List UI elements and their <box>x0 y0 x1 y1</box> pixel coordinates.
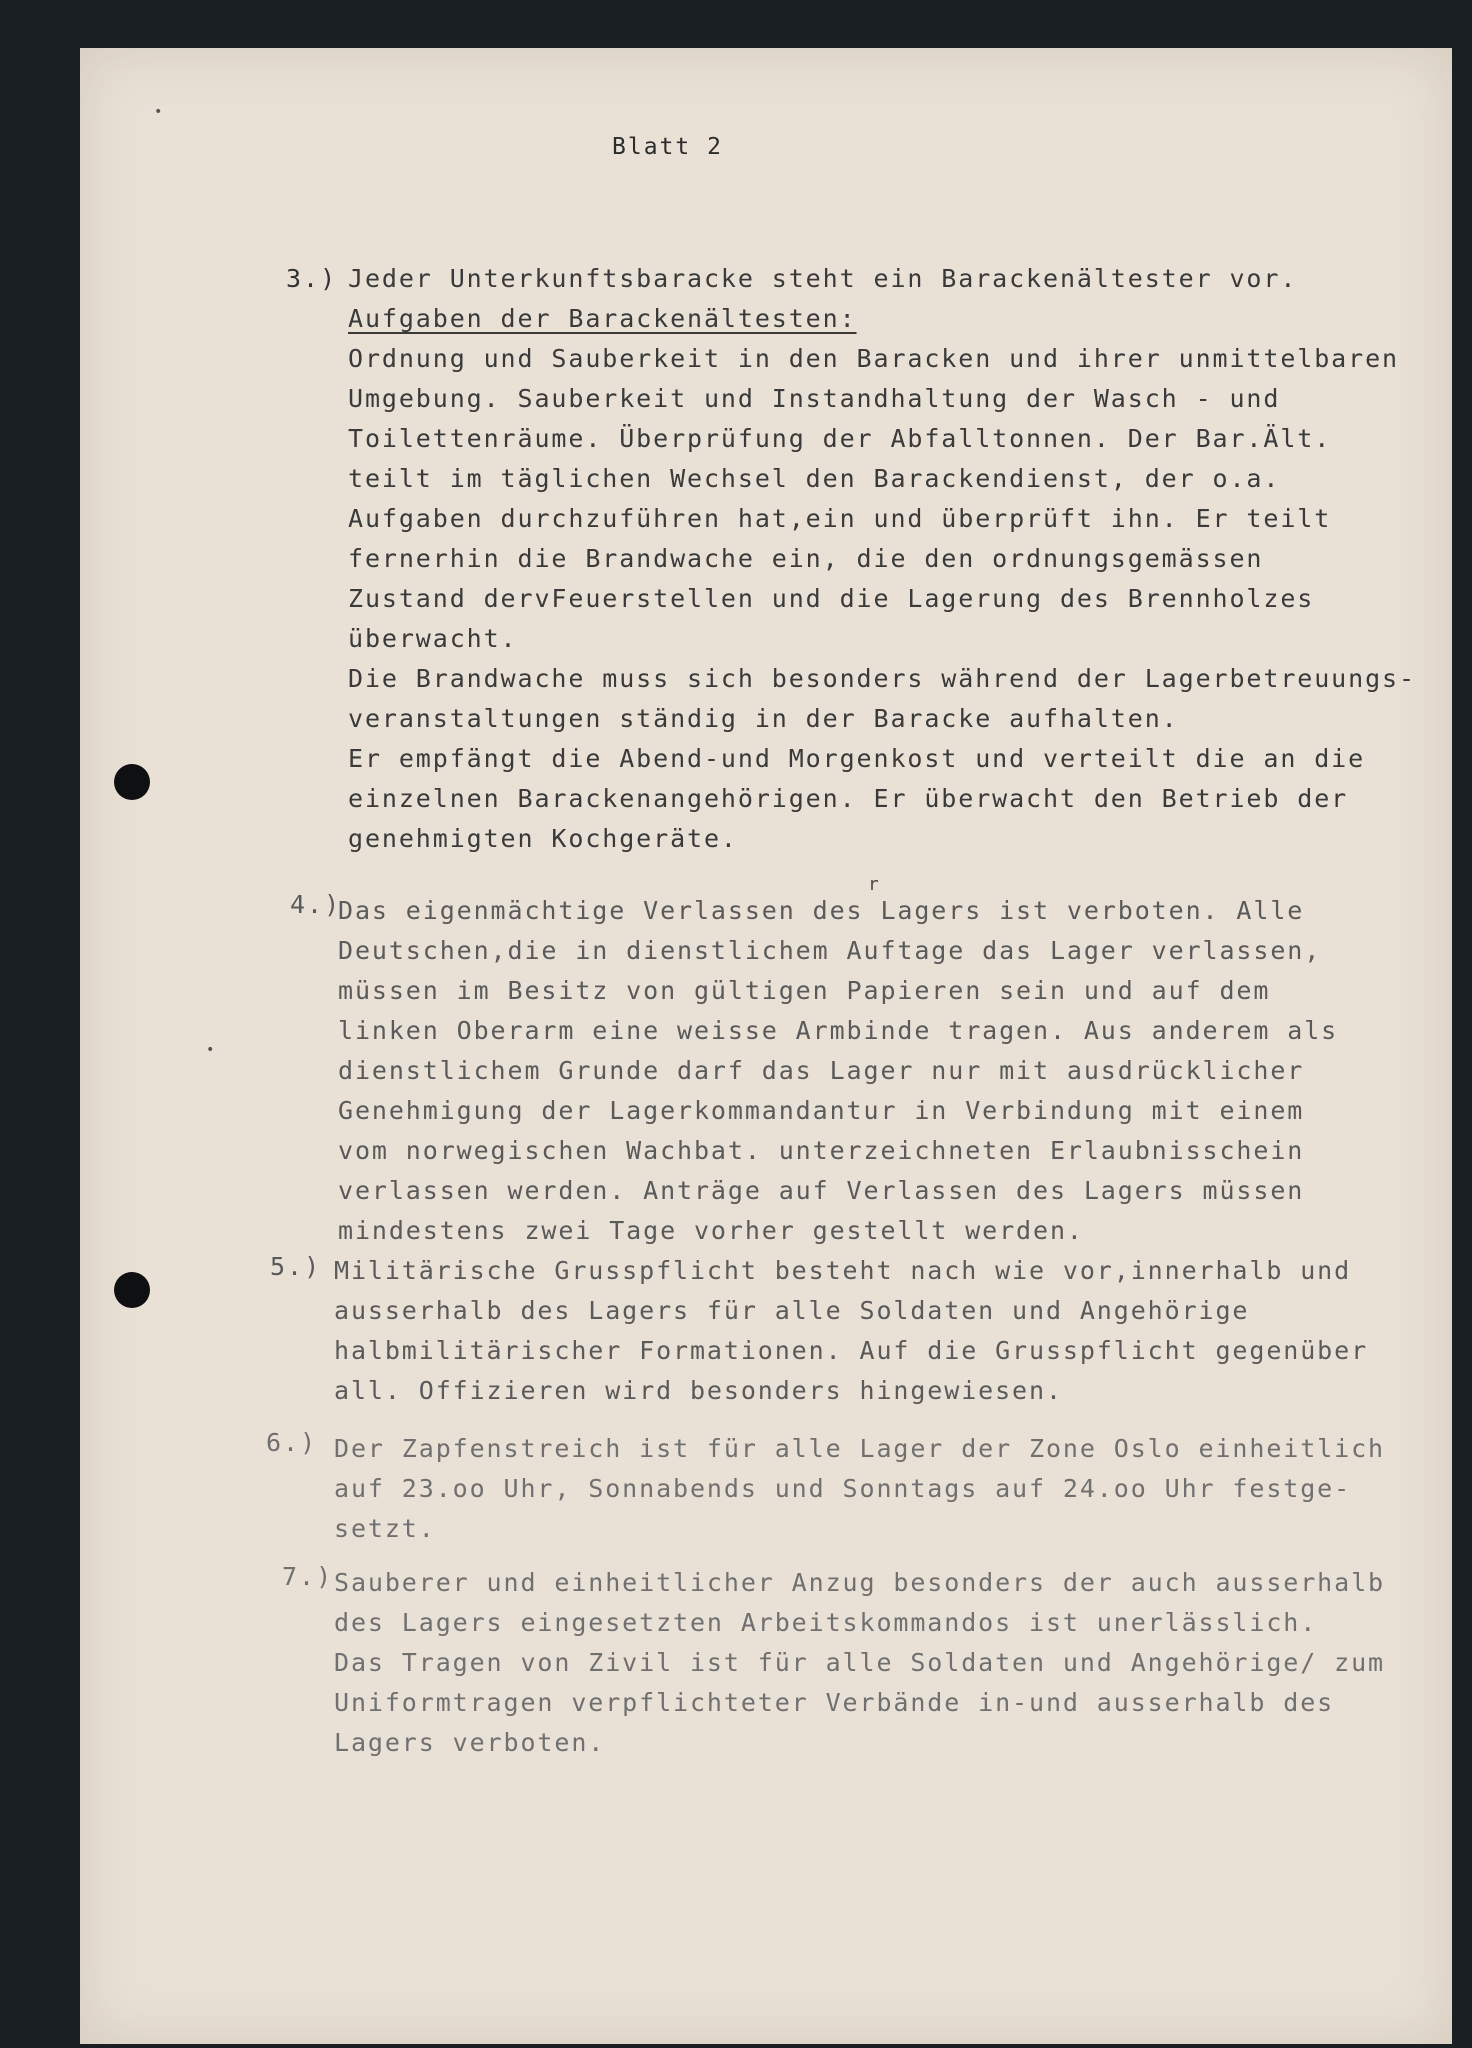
text-line: vom norwegischen Wachbat. unterzeichneten Erlaubnisschein <box>338 1136 1305 1165</box>
text-line: Jeder Unterkunftsbaracke steht ein Barackenältester vor. <box>348 264 1298 293</box>
text-line: Zustand dervFeuerstellen und die Lagerung des Brennholzes <box>348 584 1315 613</box>
text-line: Lagers verboten. <box>334 1728 606 1757</box>
section-number: 5.) <box>270 1252 322 1281</box>
section-number: 6.) <box>266 1428 318 1457</box>
text-line: Toilettenräume. Überprüfung der Abfalltonnen. Der Bar.Ält. <box>348 424 1332 453</box>
text-line: Genehmigung der Lagerkommandantur in Verbindung mit einem <box>338 1096 1305 1125</box>
text-line: Deutschen,die in dienstlichem Auftage das Lager verlassen, <box>338 936 1322 965</box>
text-line: ausserhalb des Lagers für alle Soldaten und Angehörige <box>334 1296 1250 1325</box>
text-line: halbmilitärischer Formationen. Auf die Grusspflicht gegenüber <box>334 1336 1369 1365</box>
text-line: Ordnung und Sauberkeit in den Baracken und ihrer unmittelbaren <box>348 344 1399 373</box>
text-line: Der Zapfenstreich ist für alle Lager der Zone Oslo einheitlich <box>334 1434 1385 1463</box>
text-line: des Lagers eingesetzten Arbeitskommandos ist unerlässlich. <box>334 1608 1318 1637</box>
text-line: genehmigten Kochgeräte. <box>348 824 738 853</box>
text-line: fernerhin die Brandwache ein, die den ordnungsgemässen <box>348 544 1264 573</box>
text-line: überwacht. <box>348 624 518 653</box>
text-line: linken Oberarm eine weisse Armbinde tragen. Aus anderem als <box>338 1016 1339 1045</box>
text-line: Umgebung. Sauberkeit und Instandhaltung der Wasch - und <box>348 384 1281 413</box>
text-line: teilt im täglichen Wechsel den Barackendienst, der o.a. <box>348 464 1281 493</box>
corner-mark: • <box>154 104 163 120</box>
handwritten-insertion: r <box>868 874 879 895</box>
text-line: Uniformtragen verpflichteter Verbände in-und ausserhalb des <box>334 1688 1335 1717</box>
text-line: all. Offizieren wird besonders hingewiesen. <box>334 1376 1063 1405</box>
punch-hole-lower <box>114 1272 150 1308</box>
text-line: verlassen werden. Anträge auf Verlassen des Lagers müssen <box>338 1176 1305 1205</box>
section-number: 4.) <box>290 890 342 919</box>
text-line: Sauberer und einheitlicher Anzug besonders der auch ausserhalb <box>334 1568 1385 1597</box>
text-line: Die Brandwache muss sich besonders während der Lagerbetreuungs- <box>348 664 1416 693</box>
section-number: 3.) <box>286 264 338 293</box>
text-line: Das eigenmächtige Verlassen des Lagers ist verboten. Alle <box>338 896 1305 925</box>
text-line: mindestens zwei Tage vorher gestellt werden. <box>338 1216 1084 1245</box>
text-line: Militärische Grusspflicht besteht nach wie vor,innerhalb und <box>334 1256 1352 1285</box>
text-line: setzt. <box>334 1514 436 1543</box>
section-subheading: Aufgaben der Barackenältesten: <box>348 304 857 333</box>
margin-dot: • <box>206 1042 215 1058</box>
text-line: dienstlichem Grunde darf das Lager nur mit ausdrücklicher <box>338 1056 1305 1085</box>
text-line: Aufgaben durchzuführen hat,ein und überprüft ihn. Er teilt <box>348 504 1332 533</box>
section-number: 7.) <box>282 1562 334 1591</box>
text-line: Das Tragen von Zivil ist für alle Soldaten und Angehörige/ zum <box>334 1648 1385 1677</box>
page-title: Blatt 2 <box>612 134 723 160</box>
text-line: einzelnen Barackenangehörigen. Er überwacht den Betrieb der <box>348 784 1349 813</box>
punch-hole-upper <box>114 764 150 800</box>
text-line: auf 23.oo Uhr, Sonnabends und Sonntags auf 24.oo Uhr festge- <box>334 1474 1352 1503</box>
text-line: müssen im Besitz von gültigen Papieren sein und auf dem <box>338 976 1271 1005</box>
text-line: Er empfängt die Abend-und Morgenkost und verteilt die an die <box>348 744 1366 773</box>
text-line: veranstaltungen ständig in der Baracke aufhalten. <box>348 704 1179 733</box>
